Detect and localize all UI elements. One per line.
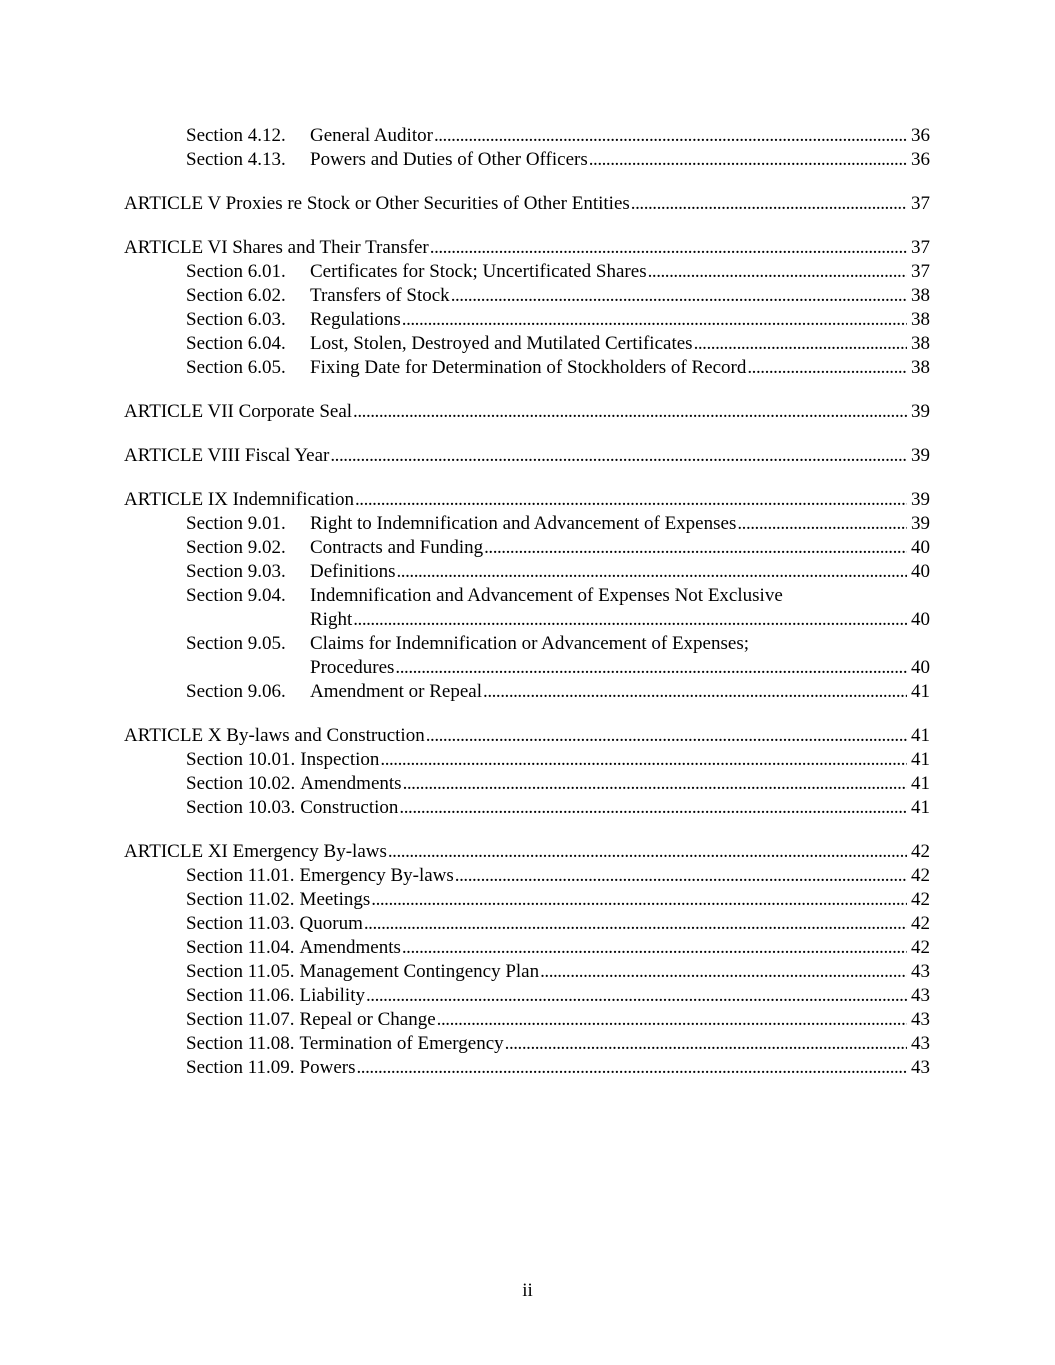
page-ref: 43 — [911, 1057, 930, 1078]
toc-section-entry — [124, 560, 930, 584]
dot-leader — [737, 512, 907, 536]
section-title: Emergency By-laws — [299, 865, 454, 886]
toc-section-entry — [124, 536, 930, 560]
section-title-block — [310, 584, 930, 632]
page-ref: 41 — [911, 749, 930, 770]
page-ref: 42 — [911, 865, 930, 886]
section-number: Section 9.06. — [186, 681, 286, 702]
section-number: Section 9.01. — [186, 513, 286, 534]
toc-section-entry — [124, 124, 930, 148]
section-title: Contracts and Funding — [310, 537, 484, 558]
dot-leader — [403, 772, 907, 796]
page-ref: 38 — [911, 309, 930, 330]
dot-leader — [371, 888, 907, 912]
section-number: Section 9.03. — [186, 561, 286, 582]
toc-section-entry — [124, 632, 930, 680]
section-title-continued: Procedures — [310, 657, 395, 678]
toc-section-entry — [124, 864, 930, 888]
toc-article-entry — [124, 444, 930, 468]
dot-leader — [505, 1032, 907, 1056]
section-number: Section 11.05. — [186, 961, 295, 982]
dot-leader — [355, 488, 907, 512]
page-ref: 39 — [911, 445, 930, 466]
toc-section-entry — [124, 960, 930, 984]
dot-leader — [388, 840, 907, 864]
section-number: Section 4.13. — [186, 149, 286, 170]
section-title: Amendments — [300, 773, 402, 794]
page-ref: 43 — [911, 985, 930, 1006]
article-title: ARTICLE VII Corporate Seal — [124, 401, 353, 422]
dot-leader — [399, 796, 907, 820]
page-ref: 39 — [911, 489, 930, 510]
section-number: Section 6.05. — [186, 357, 286, 378]
section-title: Amendments — [299, 937, 401, 958]
page-ref: 37 — [911, 193, 930, 214]
dot-leader — [357, 1056, 908, 1080]
dot-leader — [540, 960, 907, 984]
section-number: Section 6.04. — [186, 333, 286, 354]
toc-section-entry — [124, 148, 930, 172]
dot-leader — [631, 192, 907, 216]
dot-leader — [402, 936, 907, 960]
table-of-contents — [124, 124, 930, 1080]
page-ref: 41 — [911, 725, 930, 746]
section-number: Section 11.03. — [186, 913, 295, 934]
section-title: Transfers of Stock — [310, 285, 450, 306]
dot-leader — [437, 1008, 907, 1032]
article-title: ARTICLE XI Emergency By-laws — [124, 841, 387, 862]
dot-leader — [353, 608, 907, 632]
section-title-continued: Right — [310, 609, 353, 630]
page-ref: 40 — [911, 657, 930, 678]
section-number: Section 11.01. — [186, 865, 295, 886]
section-title: Meetings — [299, 889, 371, 910]
page-ref: 40 — [911, 537, 930, 558]
page-ref: 39 — [911, 513, 930, 534]
section-number: Section 6.02. — [186, 285, 286, 306]
section-title: Liability — [299, 985, 365, 1006]
toc-section-entry — [124, 284, 930, 308]
page-ref: 37 — [911, 261, 930, 282]
toc-section-entry — [124, 584, 930, 632]
section-title-continuation-line — [310, 656, 930, 680]
toc-section-entry — [124, 796, 930, 820]
section-title: Powers and Duties of Other Officers — [310, 149, 588, 170]
toc-section-entry — [124, 1056, 930, 1080]
dot-leader — [694, 332, 907, 356]
toc-article-entry — [124, 724, 930, 748]
article-title: ARTICLE VIII Fiscal Year — [124, 445, 330, 466]
page-ref: 41 — [911, 797, 930, 818]
page-ref: 42 — [911, 937, 930, 958]
section-title: Definitions — [310, 561, 396, 582]
toc-section-entry — [124, 308, 930, 332]
section-title: General Auditor — [310, 125, 433, 146]
toc-section-entry — [124, 984, 930, 1008]
page-ref: 36 — [911, 149, 930, 170]
section-number: Section 11.04. — [186, 937, 295, 958]
section-number: Section 6.01. — [186, 261, 286, 282]
dot-leader — [455, 864, 907, 888]
dot-leader — [353, 400, 907, 424]
dot-leader — [589, 148, 907, 172]
section-number: Section 4.12. — [186, 125, 286, 146]
section-title: Powers — [299, 1057, 356, 1078]
section-title-block — [310, 632, 930, 680]
dot-leader — [483, 680, 907, 704]
toc-article-entry — [124, 840, 930, 864]
page-ref: 38 — [911, 333, 930, 354]
page-ref: 41 — [911, 681, 930, 702]
section-title: Right to Indemnification and Advancement of Expenses — [310, 513, 737, 534]
page-number: ii — [522, 1280, 533, 1301]
section-title: Claims for Indemnification or Advancement of Expenses; — [310, 633, 749, 654]
section-title: Lost, Stolen, Destroyed and Mutilated Certificates — [310, 333, 693, 354]
section-number: Section 11.09. — [186, 1057, 295, 1078]
dot-leader — [330, 444, 907, 468]
page-ref: 42 — [911, 841, 930, 862]
page-ref: 36 — [911, 125, 930, 146]
section-title: Indemnification and Advancement of Expenses Not Exclusive — [310, 585, 783, 606]
dot-leader — [648, 260, 907, 284]
toc-section-entry — [124, 260, 930, 284]
section-title: Fixing Date for Determination of Stockholders of Record — [310, 357, 747, 378]
dot-leader — [484, 536, 907, 560]
toc-section-entry — [124, 1032, 930, 1056]
section-number: Section 6.03. — [186, 309, 286, 330]
toc-section-entry — [124, 888, 930, 912]
dot-leader — [430, 236, 907, 260]
toc-section-entry — [124, 332, 930, 356]
section-number: Section 11.02. — [186, 889, 295, 910]
page-ref: 40 — [911, 561, 930, 582]
toc-section-entry — [124, 912, 930, 936]
page-ref: 38 — [911, 285, 930, 306]
page-ref: 40 — [911, 609, 930, 630]
dot-leader — [397, 560, 908, 584]
section-title: Construction — [300, 797, 399, 818]
section-number: Section 10.03. — [186, 797, 296, 818]
page-ref: 42 — [911, 889, 930, 910]
page-ref: 37 — [911, 237, 930, 258]
section-title: Amendment or Repeal — [310, 681, 483, 702]
toc-section-entry — [124, 936, 930, 960]
toc-article-entry — [124, 400, 930, 424]
page-ref: 41 — [911, 773, 930, 794]
section-number: Section 11.08. — [186, 1033, 295, 1054]
article-title: ARTICLE V Proxies re Stock or Other Securities of Other Entities — [124, 193, 630, 214]
section-title: Management Contingency Plan — [299, 961, 540, 982]
article-title: ARTICLE IX Indemnification — [124, 489, 354, 510]
section-title: Inspection — [300, 749, 380, 770]
section-number: Section 9.04. — [186, 585, 286, 606]
page-ref: 38 — [911, 357, 930, 378]
toc-article-entry — [124, 488, 930, 512]
dot-leader — [426, 724, 907, 748]
toc-section-entry — [124, 772, 930, 796]
article-title: ARTICLE X By-laws and Construction — [124, 725, 425, 746]
section-number: Section 9.05. — [186, 633, 286, 654]
section-title: Certificates for Stock; Uncertificated Shares — [310, 261, 647, 282]
toc-section-entry — [124, 680, 930, 704]
section-title: Quorum — [299, 913, 363, 934]
article-title: ARTICLE VI Shares and Their Transfer — [124, 237, 429, 258]
page-ref: 42 — [911, 913, 930, 934]
dot-leader — [747, 356, 907, 380]
section-title: Termination of Emergency — [299, 1033, 504, 1054]
section-number: Section 10.01. — [186, 749, 296, 770]
section-number: Section 10.02. — [186, 773, 296, 794]
section-title-continuation-line — [310, 608, 930, 632]
toc-article-entry — [124, 236, 930, 260]
dot-leader — [434, 124, 907, 148]
section-title: Regulations — [310, 309, 401, 330]
page-ref: 43 — [911, 1009, 930, 1030]
toc-section-entry — [124, 748, 930, 772]
dot-leader — [451, 284, 907, 308]
section-title: Repeal or Change — [299, 1009, 436, 1030]
toc-section-entry — [124, 512, 930, 536]
dot-leader — [395, 656, 907, 680]
toc-section-entry — [124, 1008, 930, 1032]
page-ref: 43 — [911, 1033, 930, 1054]
dot-leader — [402, 308, 907, 332]
toc-article-entry — [124, 192, 930, 216]
dot-leader — [364, 912, 907, 936]
dot-leader — [380, 748, 907, 772]
toc-section-entry — [124, 356, 930, 380]
dot-leader — [366, 984, 907, 1008]
page-ref: 43 — [911, 961, 930, 982]
section-number: Section 9.02. — [186, 537, 286, 558]
page-ref: 39 — [911, 401, 930, 422]
section-number: Section 11.06. — [186, 985, 295, 1006]
section-number: Section 11.07. — [186, 1009, 295, 1030]
